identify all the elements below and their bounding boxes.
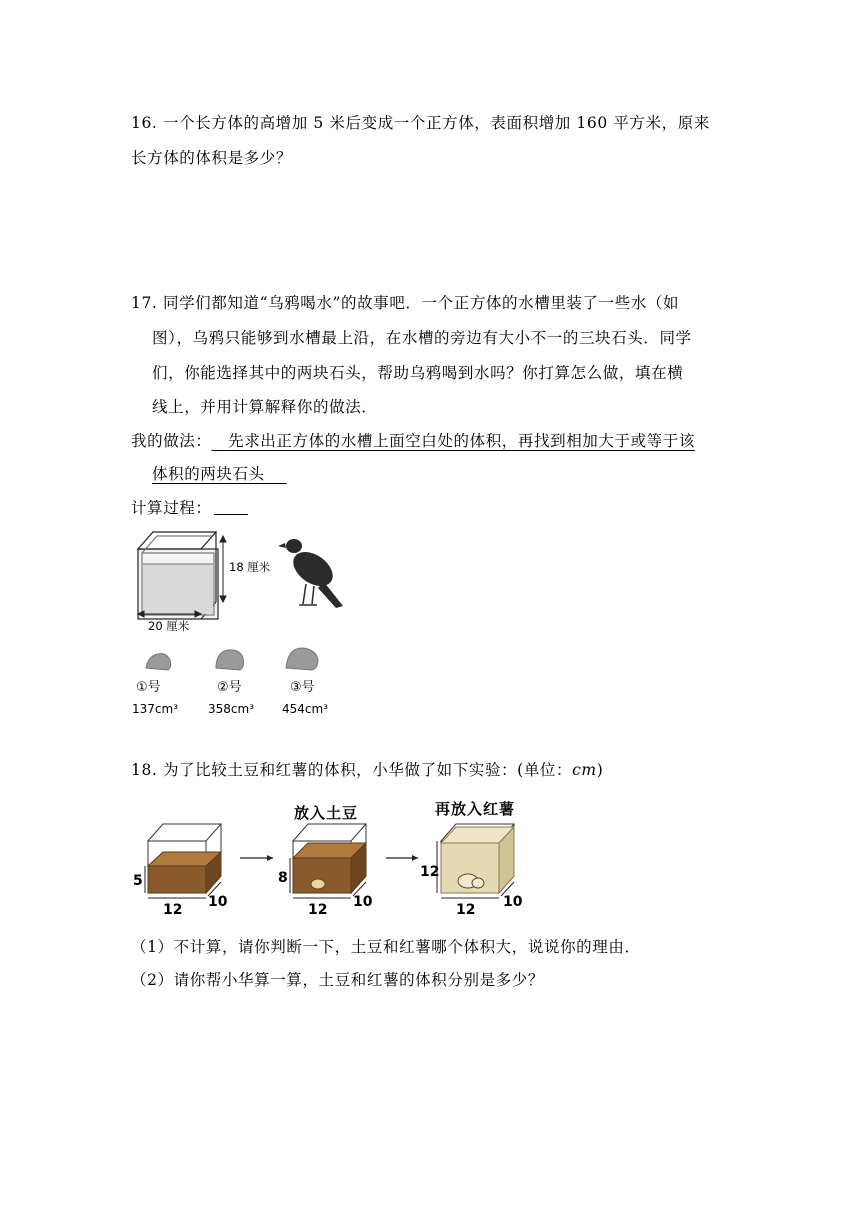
- stone-3-volume: 454cm³: [282, 702, 329, 716]
- q17-line3: 们，你能选择其中的两块石头，帮助乌鸦喝到水吗？你打算怎么做，填在横: [152, 364, 684, 382]
- stone-1-name: ①号: [136, 680, 161, 695]
- crow-tank-figure: [128, 524, 358, 724]
- method-label: 我的做法：: [131, 432, 212, 450]
- stone-2-volume: 358cm³: [208, 702, 255, 716]
- crow-icon: [278, 539, 343, 608]
- calc-process: [131, 496, 248, 518]
- q16-line1: 16. 一个长方体的高增加 5 米后变成一个正方体，表面积增加 160 平方米，原来: [131, 114, 710, 132]
- box-1-cube: [148, 824, 221, 893]
- box-2-depth: 10: [353, 894, 373, 910]
- box-1-depth: 10: [208, 894, 228, 910]
- stone-2-name: ②号: [217, 680, 242, 695]
- q17-line2: 图），乌鸦只能够到水槽最上沿，在水槽的旁边有大小不一的三块石头．同学: [152, 329, 692, 347]
- width-label: 20 厘米: [148, 619, 190, 633]
- box-2-width: 12: [308, 902, 328, 918]
- box-2-height: 8: [278, 870, 288, 886]
- q17-line4: 线上，并用计算解释你的做法．: [152, 398, 378, 416]
- q17-line1: 17. 同学们都知道“乌鸦喝水”的故事吧．一个正方体的水槽里装了一些水（如: [131, 294, 680, 312]
- step-3-title: 再放入红薯: [435, 800, 516, 818]
- method-answer-line1: [131, 429, 695, 451]
- height-label: 18 厘米: [229, 560, 271, 574]
- q16-line2: 长方体的体积是多少？: [131, 149, 293, 167]
- stone-2-icon: [216, 650, 244, 670]
- box-1-height: 5: [133, 873, 143, 889]
- box-3-depth: 10: [503, 894, 523, 910]
- calc-blank[interactable]: [214, 500, 248, 515]
- method-answer-line2: [152, 462, 287, 484]
- stone-3-icon: [286, 648, 318, 670]
- stone-1-icon: [146, 654, 171, 670]
- box-1-width: 12: [163, 902, 183, 918]
- q18-sub2: （2）请你帮小华算一算，土豆和红薯的体积分别是多少？: [131, 971, 544, 989]
- arrow-2-icon: [386, 855, 418, 861]
- q18-line1: 18. 为了比较土豆和红薯的体积，小华做了如下实验：(单位：cm): [131, 761, 604, 779]
- arrow-1-icon: [240, 855, 273, 861]
- experiment-figure: [128, 796, 568, 921]
- calc-label: 计算过程：: [131, 499, 212, 517]
- method-answer-text-2: 体积的两块石头: [152, 465, 265, 483]
- method-answer-text: 先求出正方体的水槽上面空白处的体积，再找到相加大于或等于该: [228, 432, 696, 450]
- water-tank-cube: [138, 532, 218, 619]
- step-2-title: 放入土豆: [294, 804, 359, 822]
- stone-1-volume: 137cm³: [132, 702, 179, 716]
- box-2-cube: [293, 824, 366, 893]
- stone-3-name: ③号: [290, 680, 315, 695]
- q18-sub1: （1）不计算，请你判断一下，土豆和红薯哪个体积大，说说你的理由．: [131, 938, 641, 956]
- box-3-width: 12: [456, 902, 476, 918]
- box-3-height: 12: [420, 864, 440, 880]
- height-dimension: [220, 536, 226, 602]
- potato-icon: [311, 879, 325, 889]
- unit-text: cm: [572, 761, 597, 779]
